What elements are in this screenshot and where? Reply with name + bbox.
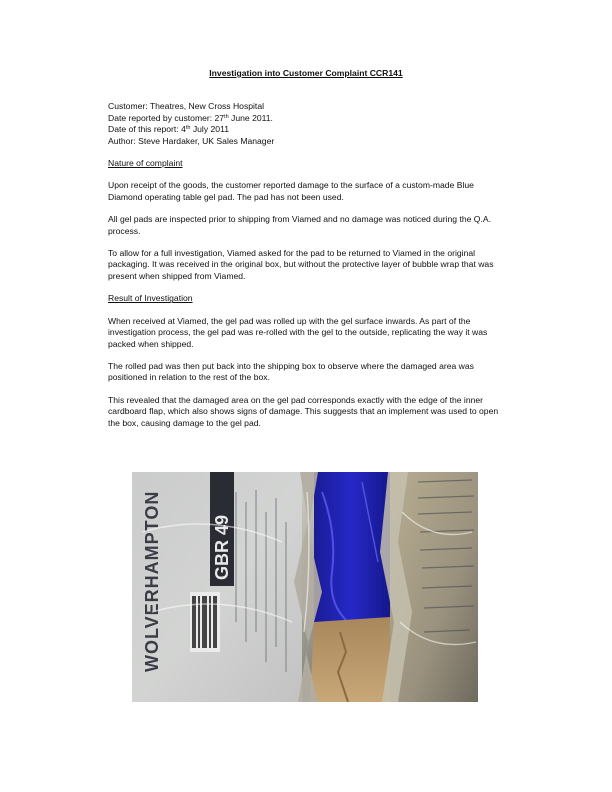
- document-title: Investigation into Customer Complaint CCR141: [209, 68, 403, 78]
- label-barcode: [190, 592, 220, 652]
- date-report-rest: July 2011: [190, 124, 230, 135]
- cardboard-flap: [310, 617, 394, 702]
- section-heading-nature: Nature of complaint: [108, 158, 183, 169]
- customer-line: Customer: Theatres, New Cross Hospital: [108, 101, 265, 112]
- damage-photo: [132, 472, 478, 702]
- document-body: [108, 68, 504, 440]
- paragraph: To allow for a full investigation, Viamed asked for the pad to be returned to Viamed in the original packaging. It was received in the original box, but without the protective layer of bubble wrap that was present when shipped from Viamed.: [108, 248, 494, 281]
- date-report-ordinal: th: [185, 125, 191, 132]
- section-heading-result: Result of Investigation: [108, 293, 193, 304]
- paragraph: This revealed that the damaged area on the gel pad corresponds exactly with the edge of the inner cardboard flap, which also shows signs of damage. This suggests that an implement was used to open the box, causing damage to the gel pad.: [108, 394, 499, 428]
- date-reported-text: Date reported by customer: 27: [108, 112, 225, 123]
- label-wolverhampton: WOLVERHAMPTON: [142, 490, 162, 672]
- gel-pad-blue: [314, 472, 390, 622]
- author-line: Author: Steve Hardaker, UK Sales Manager: [108, 135, 275, 146]
- paragraph: All gel pads are inspected prior to shipping from Viamed and no damage was noticed during the Q.A. process.: [108, 214, 491, 236]
- label-text-group: [142, 491, 162, 672]
- date-report-line: [108, 124, 504, 135]
- damage-photo-drawing: [132, 472, 478, 702]
- paragraph: Upon receipt of the goods, the customer reported damage to the surface of a custom-made Blue Diamond operating table gel pad. The pad has not been used.: [108, 180, 474, 202]
- report-metadata: [108, 101, 504, 147]
- label-code-group: [210, 472, 234, 586]
- paragraph: When received at Viamed, the gel pad was rolled up with the gel surface inwards. As part of the investigation process, the gel pad was re-rolled with the gel to the outside, replicating the way it was packed when shipped.: [108, 315, 488, 349]
- paragraph: The rolled pad was then put back into the shipping box to observe where the damaged area was positioned in relation to the rest of the box.: [108, 360, 474, 383]
- date-reported-rest: June 2011.: [228, 112, 273, 123]
- date-reported-ordinal: th: [224, 113, 229, 120]
- label-code: GBR 49: [212, 514, 232, 580]
- date-reported-line: [108, 113, 504, 124]
- date-report-text: Date of this report: 4: [108, 124, 186, 135]
